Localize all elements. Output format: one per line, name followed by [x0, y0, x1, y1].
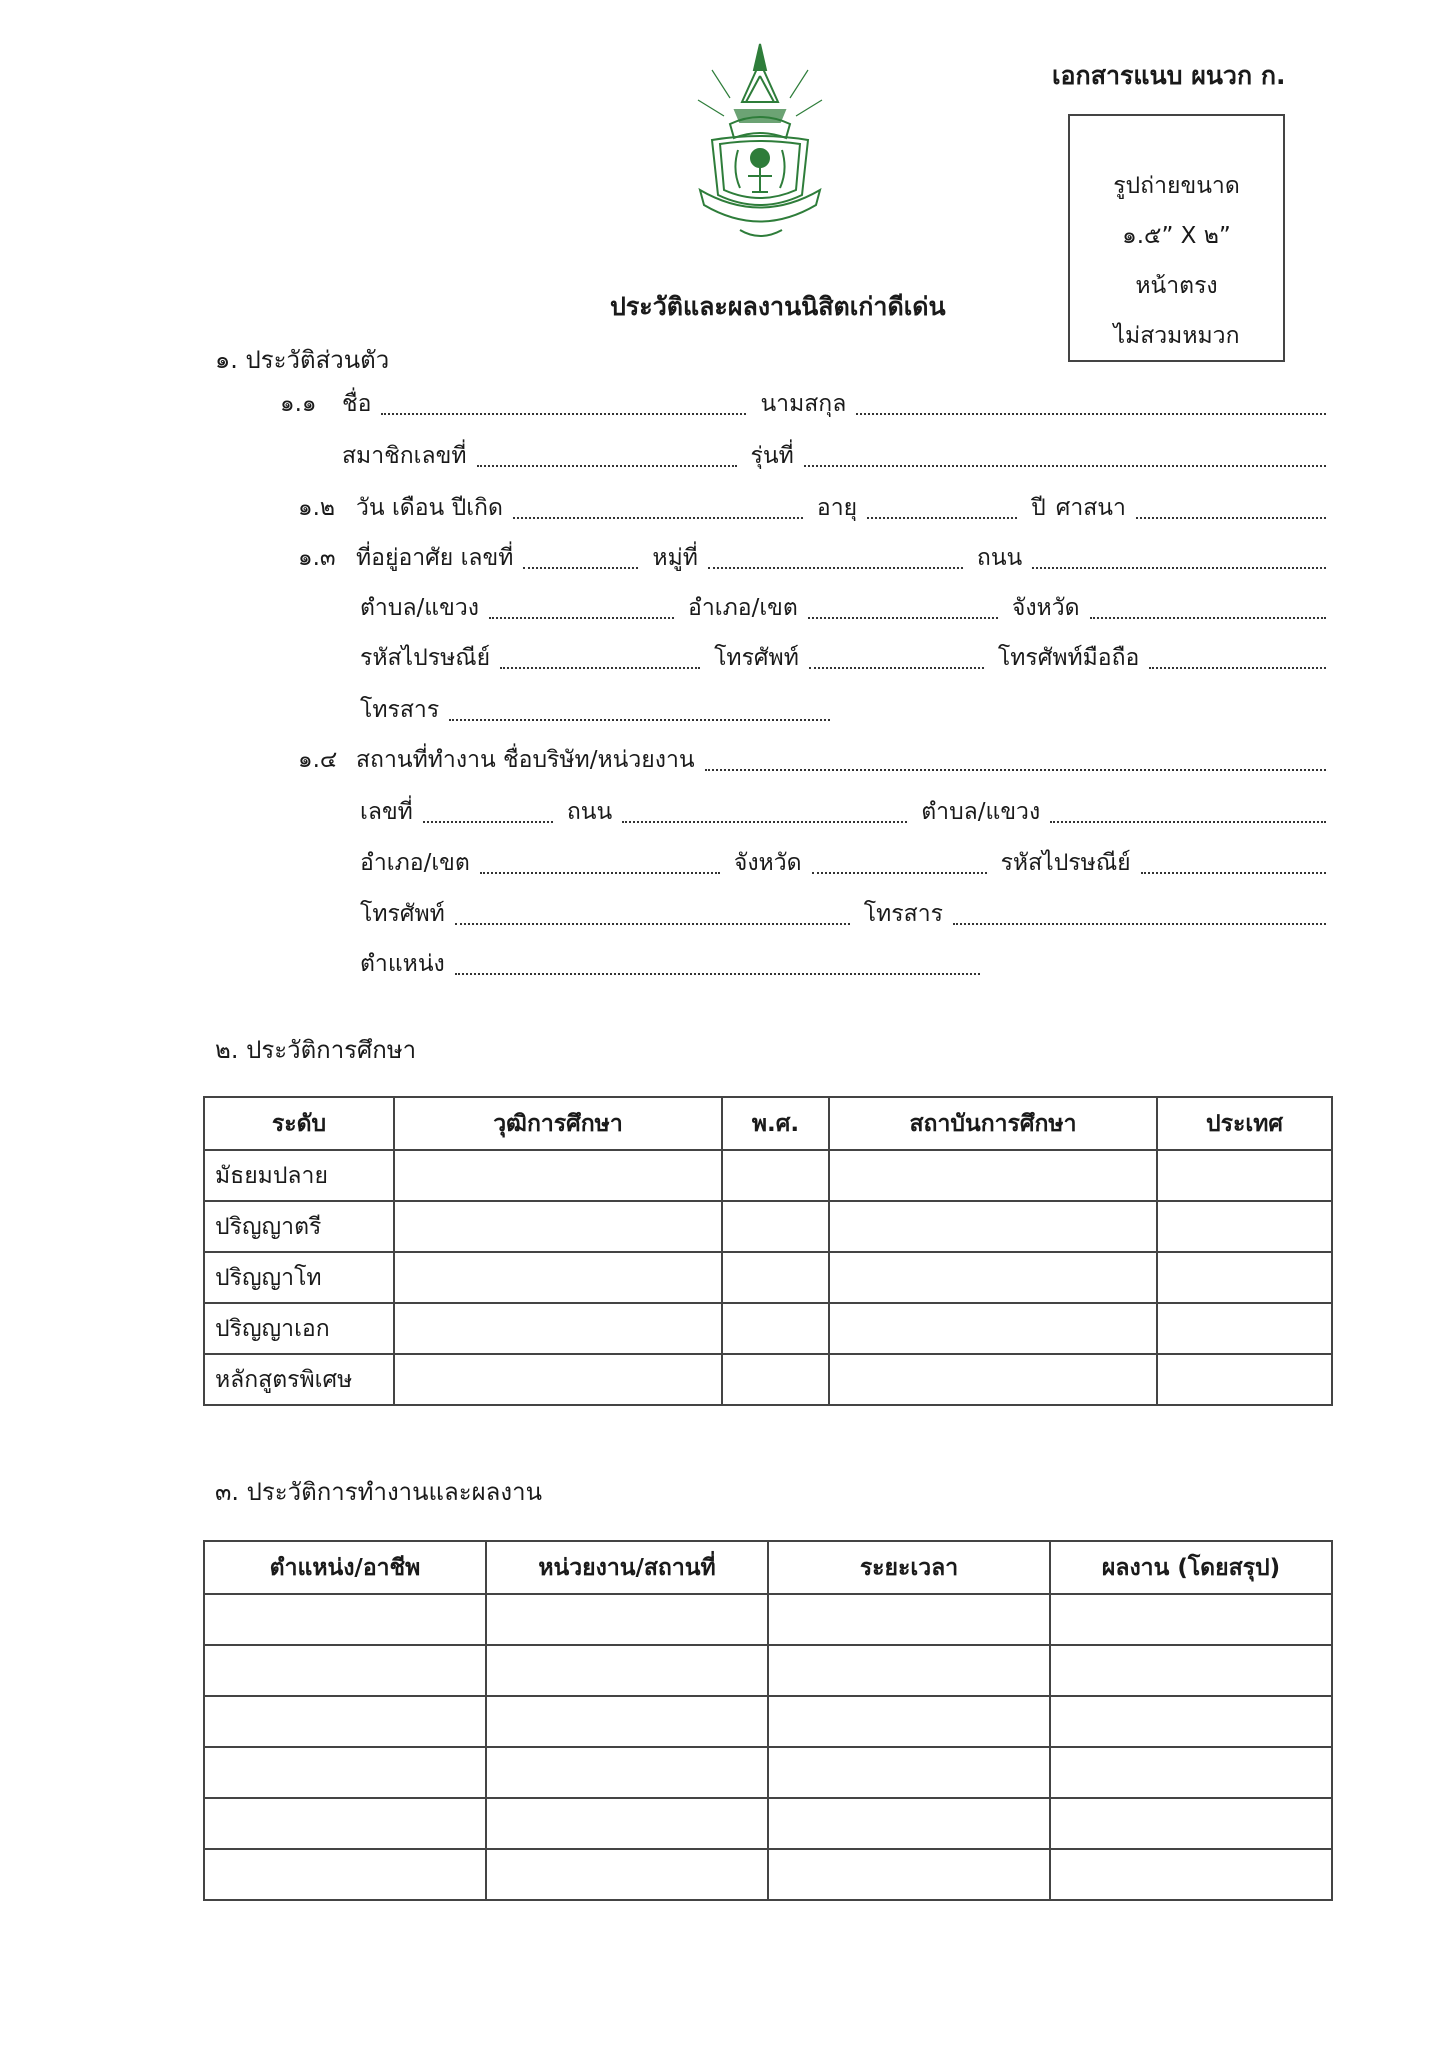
table-cell[interactable]	[1050, 1798, 1332, 1849]
column-header: ตำแหน่ง/อาชีพ	[204, 1541, 486, 1594]
table-row	[204, 1201, 1332, 1252]
province-field[interactable]	[1090, 617, 1326, 619]
form-row-name	[280, 386, 1326, 422]
work-fax-label: โทรสาร	[863, 901, 943, 927]
photo-size-line: รูปถ่ายขนาด	[1113, 173, 1240, 199]
table-cell[interactable]	[486, 1747, 768, 1798]
table-cell[interactable]	[722, 1303, 829, 1354]
section-3-heading: ๓. ประวัติการทำงานและผลงาน	[215, 1478, 542, 1506]
district-field[interactable]	[808, 617, 998, 619]
photo-front-line: หน้าตรง	[1135, 273, 1218, 299]
table-cell[interactable]	[722, 1354, 829, 1405]
form-row-member	[342, 438, 1326, 474]
column-header: วุฒิการศึกษา	[394, 1097, 722, 1150]
column-header: สถาบันการศึกษา	[829, 1097, 1157, 1150]
form-row-locality	[360, 590, 1326, 626]
form-row-fax	[360, 692, 830, 728]
table-cell[interactable]	[1157, 1201, 1332, 1252]
table-cell[interactable]	[204, 1594, 486, 1645]
table-cell[interactable]	[394, 1354, 722, 1405]
home-address-label: ที่อยู่อาศัย เลขที่	[356, 545, 514, 571]
table-cell[interactable]	[394, 1303, 722, 1354]
member-number-label: สมาชิกเลขที่	[342, 443, 467, 469]
table-cell[interactable]	[204, 1798, 486, 1849]
work-road-field[interactable]	[622, 821, 907, 823]
table-row	[204, 1849, 1332, 1900]
column-header: ระดับ	[204, 1097, 394, 1150]
table-row	[204, 1303, 1332, 1354]
table-cell[interactable]	[722, 1252, 829, 1303]
work-district-field[interactable]	[480, 872, 720, 874]
table-cell[interactable]	[829, 1150, 1157, 1201]
table-cell[interactable]	[1050, 1849, 1332, 1900]
religion-label: ศาสนา	[1055, 495, 1126, 521]
table-row	[204, 1594, 1332, 1645]
table-cell[interactable]	[204, 1849, 486, 1900]
form-row-workplace	[298, 742, 1326, 778]
mobile-field[interactable]	[1149, 667, 1326, 669]
name-label: ชื่อ	[342, 391, 372, 417]
photo-no-hat-line: ไม่สวมหมวก	[1113, 323, 1240, 349]
work-history-table	[203, 1540, 1333, 1901]
item-number: ๑.๔	[298, 747, 338, 773]
form-row-work-locality	[360, 845, 1326, 881]
phone-label: โทรศัพท์	[714, 645, 799, 671]
work-number-field[interactable]	[423, 821, 553, 823]
table-row	[204, 1798, 1332, 1849]
table-cell[interactable]	[204, 1696, 486, 1747]
column-header: พ.ศ.	[722, 1097, 829, 1150]
work-subdistrict-field[interactable]	[1050, 821, 1326, 823]
moo-label: หมู่ที่	[652, 545, 698, 571]
table-cell[interactable]	[1050, 1594, 1332, 1645]
education-level: ปริญญาเอก	[204, 1303, 394, 1354]
batch-field[interactable]	[804, 465, 1326, 467]
table-cell[interactable]	[829, 1354, 1157, 1405]
table-row	[204, 1252, 1332, 1303]
table-cell[interactable]	[486, 1645, 768, 1696]
table-cell[interactable]	[486, 1798, 768, 1849]
member-number-field[interactable]	[477, 465, 737, 467]
surname-label: นามสกุล	[760, 391, 847, 417]
form-row-work-address	[360, 794, 1326, 830]
form-row-birth	[298, 490, 1326, 526]
batch-label: รุ่นที่	[750, 443, 794, 469]
fax-label: โทรสาร	[360, 697, 440, 723]
table-cell[interactable]	[204, 1645, 486, 1696]
position-label: ตำแหน่ง	[360, 951, 445, 977]
table-cell[interactable]	[486, 1594, 768, 1645]
table-cell[interactable]	[394, 1252, 722, 1303]
table-cell[interactable]	[722, 1201, 829, 1252]
table-cell[interactable]	[1050, 1645, 1332, 1696]
item-number: ๑.๒	[298, 495, 336, 521]
table-cell[interactable]	[394, 1150, 722, 1201]
item-number: ๑.๓	[298, 545, 336, 571]
work-fax-field[interactable]	[953, 923, 1326, 925]
age-field[interactable]	[867, 517, 1017, 519]
religion-field[interactable]	[1136, 517, 1326, 519]
table-row	[204, 1645, 1332, 1696]
section-2-heading: ๒. ประวัติการศึกษา	[215, 1036, 417, 1064]
table-cell[interactable]	[829, 1252, 1157, 1303]
table-cell[interactable]	[768, 1798, 1050, 1849]
column-header: ระยะเวลา	[768, 1541, 1050, 1594]
table-cell[interactable]	[1050, 1696, 1332, 1747]
table-header-row	[204, 1541, 1332, 1594]
education-level: มัธยมปลาย	[204, 1150, 394, 1201]
table-cell[interactable]	[1157, 1303, 1332, 1354]
table-cell[interactable]	[768, 1696, 1050, 1747]
workplace-label: สถานที่ทำงาน ชื่อบริษัท/หน่วยงาน	[356, 747, 695, 773]
position-field[interactable]	[455, 973, 980, 975]
table-cell[interactable]	[486, 1696, 768, 1747]
education-level: ปริญญาโท	[204, 1252, 394, 1303]
form-row-work-phone	[360, 896, 1326, 932]
table-cell[interactable]	[768, 1849, 1050, 1900]
table-row	[204, 1354, 1332, 1405]
column-header: ผลงาน (โดยสรุป)	[1050, 1541, 1332, 1594]
age-label: อายุ	[816, 495, 858, 521]
section-1-heading: ๑. ประวัติส่วนตัว	[215, 346, 390, 374]
photo-dimensions-line: ๑.๕” X ๒”	[1122, 223, 1231, 249]
table-cell[interactable]	[768, 1645, 1050, 1696]
workplace-field[interactable]	[705, 769, 1326, 771]
birth-date-label: วัน เดือน ปีเกิด	[356, 495, 503, 521]
education-level: หลักสูตรพิเศษ	[204, 1354, 394, 1405]
name-field[interactable]	[381, 413, 746, 415]
fax-field[interactable]	[449, 719, 830, 721]
university-emblem-logo	[690, 40, 830, 255]
moo-field[interactable]	[708, 567, 963, 569]
table-cell[interactable]	[394, 1201, 722, 1252]
table-cell[interactable]	[1157, 1354, 1332, 1405]
work-postcode-field[interactable]	[1141, 872, 1326, 874]
province-label: จังหวัด	[1011, 595, 1080, 621]
surname-field[interactable]	[856, 413, 1326, 415]
birth-date-field[interactable]	[513, 517, 803, 519]
subdistrict-field[interactable]	[489, 617, 674, 619]
phone-field[interactable]	[809, 667, 984, 669]
table-cell[interactable]	[204, 1747, 486, 1798]
table-cell[interactable]	[829, 1303, 1157, 1354]
item-number: ๑.๑	[280, 391, 317, 417]
column-header: ประเทศ	[1157, 1097, 1332, 1150]
photo-placeholder-box	[1068, 114, 1285, 362]
work-phone-label: โทรศัพท์	[360, 901, 445, 927]
work-road-label: ถนน	[566, 799, 613, 825]
work-number-label: เลขที่	[360, 799, 413, 825]
form-row-address	[298, 540, 1326, 576]
work-province-field[interactable]	[812, 872, 987, 874]
form-row-position	[360, 946, 980, 982]
postcode-label: รหัสไปรษณีย์	[360, 645, 491, 671]
table-cell[interactable]	[768, 1747, 1050, 1798]
table-cell[interactable]	[1050, 1747, 1332, 1798]
table-cell[interactable]	[722, 1150, 829, 1201]
postcode-field[interactable]	[500, 667, 700, 669]
work-province-label: จังหวัด	[733, 850, 802, 876]
table-row	[204, 1747, 1332, 1798]
table-cell[interactable]	[486, 1849, 768, 1900]
road-field[interactable]	[1032, 567, 1326, 569]
work-phone-field[interactable]	[455, 923, 850, 925]
education-level: ปริญญาตรี	[204, 1201, 394, 1252]
table-row	[204, 1150, 1332, 1201]
home-number-field[interactable]	[523, 567, 638, 569]
year-label: ปี	[1031, 495, 1046, 521]
table-row	[204, 1696, 1332, 1747]
road-label: ถนน	[976, 545, 1023, 571]
table-cell[interactable]	[829, 1201, 1157, 1252]
table-cell[interactable]	[1157, 1150, 1332, 1201]
table-cell[interactable]	[768, 1594, 1050, 1645]
subdistrict-label: ตำบล/แขวง	[360, 595, 479, 621]
work-subdistrict-label: ตำบล/แขวง	[921, 799, 1041, 825]
mobile-label: โทรศัพท์มือถือ	[997, 645, 1140, 671]
column-header: หน่วยงาน/สถานที่	[486, 1541, 768, 1594]
document-title: ประวัติและผลงานนิสิตเก่าดีเด่น	[610, 292, 946, 321]
work-postcode-label: รหัสไปรษณีย์	[1000, 850, 1131, 876]
table-cell[interactable]	[1157, 1252, 1332, 1303]
district-label: อำเภอ/เขต	[688, 595, 798, 621]
form-row-contact	[360, 640, 1326, 676]
work-district-label: อำเภอ/เขต	[360, 850, 470, 876]
table-header-row	[204, 1097, 1332, 1150]
attachment-label: เอกสารแนบ ผนวก ก.	[1052, 61, 1286, 90]
education-table	[203, 1096, 1333, 1406]
